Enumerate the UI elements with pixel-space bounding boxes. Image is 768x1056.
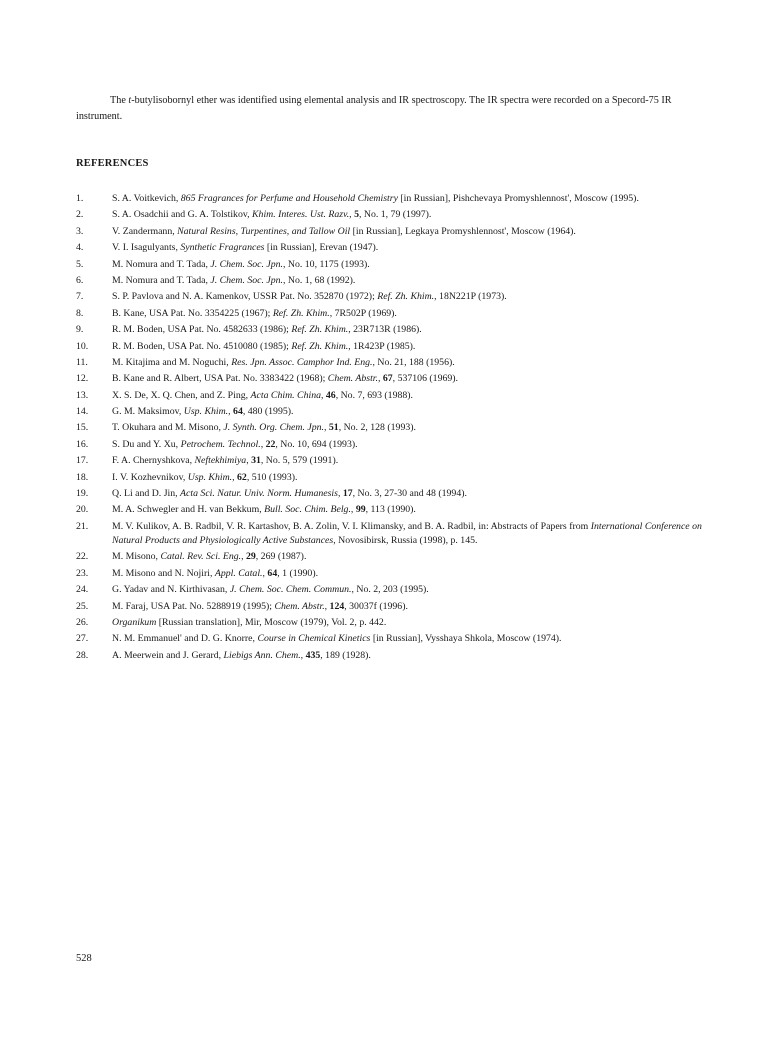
reference-item — [76, 356, 716, 370]
reference-item — [76, 600, 716, 614]
reference-volume-bold: 46 — [325, 389, 336, 401]
reference-text — [112, 550, 716, 564]
reference-volume-bold: 22 — [265, 438, 276, 450]
reference-item — [76, 438, 716, 452]
reference-text — [112, 487, 716, 501]
reference-text — [112, 520, 716, 548]
reference-segment: , — [241, 551, 246, 563]
reference-segment: , No. 2, 203 (1995). — [351, 584, 429, 596]
reference-text — [112, 567, 716, 581]
reference-segment: M. A. Schwegler and H. van Bekkum, — [112, 504, 265, 516]
reference-number: 23. — [76, 567, 89, 579]
intro-text-start: The — [110, 95, 129, 106]
reference-segment: N. M. Emmanuel' and D. G. Knorre, — [112, 633, 258, 645]
reference-segment: , — [228, 406, 234, 418]
reference-volume-bold: 62 — [237, 471, 247, 483]
reference-text — [112, 356, 716, 370]
reference-text — [112, 600, 716, 614]
reference-segment: , No. 1, 79 (1997). — [358, 209, 432, 221]
reference-number: 3. — [76, 225, 84, 237]
reference-segment: M. Kitajima and M. Noguchi, — [112, 356, 232, 368]
reference-segment: R. M. Boden, USA Pat. No. 4510080 (1985); — [112, 340, 292, 352]
reference-segment: B. Kane and R. Albert, USA Pat. No. 3383422 (1968); — [112, 373, 328, 385]
reference-item — [76, 323, 716, 337]
reference-segment: X. S. De, X. Q. Chen, and Z. Ping, — [112, 389, 251, 401]
reference-item — [76, 307, 716, 321]
reference-segment: , No. 7, 693 (1988). — [335, 389, 413, 401]
reference-item — [76, 567, 716, 581]
reference-item — [76, 550, 716, 564]
reference-text — [112, 421, 716, 435]
reference-volume-bold: 51 — [328, 422, 339, 434]
reference-italic-segment: Khim. Interes. Ust. Razv. — [252, 209, 350, 221]
reference-text — [112, 290, 716, 304]
reference-segment: , No. 2, 128 (1993). — [338, 422, 416, 434]
reference-segment: , 30037f (1996). — [344, 600, 408, 612]
reference-italic-segment: Petrochem. Technol. — [180, 438, 261, 450]
reference-number: 28. — [76, 649, 89, 661]
reference-italic-segment: Ref. Zh. Khim. — [272, 307, 330, 319]
reference-item — [76, 241, 716, 255]
reference-segment: [in Russian], Legkaya Promyshlennost', Moscow (1964). — [350, 225, 576, 237]
reference-text — [112, 503, 716, 517]
reference-item — [76, 520, 716, 548]
reference-number: 26. — [76, 616, 89, 628]
reference-segment: , No. 1, 68 (1992). — [283, 274, 356, 286]
reference-italic-segment: Course in Chemical Kinetics — [257, 633, 371, 645]
reference-italic-segment: Res. Jpn. Assoc. Camphor Ind. Eng. — [231, 356, 373, 368]
reference-segment: S. A. Osadchii and G. A. Tolstikov, — [112, 209, 253, 221]
reference-segment: , No. 10, 1175 (1993). — [283, 258, 370, 270]
reference-number: 5. — [76, 258, 84, 270]
reference-number: 22. — [76, 551, 89, 563]
reference-item — [76, 225, 716, 239]
reference-number: 8. — [76, 307, 84, 319]
reference-volume-bold: 17 — [342, 488, 353, 500]
reference-item — [76, 274, 716, 288]
reference-segment: G. M. Maksimov, — [112, 406, 184, 418]
reference-volume-bold: 124 — [329, 600, 345, 612]
reference-text — [112, 340, 716, 354]
reference-italic-segment: Ref. Zh. Khim. — [377, 291, 435, 303]
reference-italic-segment: Appl. Catal. — [214, 567, 263, 579]
reference-item — [76, 583, 716, 597]
reference-item — [76, 649, 716, 663]
reference-number: 14. — [76, 406, 89, 418]
reference-number: 13. — [76, 389, 89, 401]
reference-segment: M. Faraj, USA Pat. No. 5288919 (1995); — [112, 600, 275, 612]
reference-segment: [in Russian], Vysshaya Shkola, Moscow (1974). — [370, 633, 562, 645]
reference-segment: , No. 5, 579 (1991). — [260, 455, 339, 467]
reference-text — [112, 389, 716, 403]
reference-item — [76, 389, 716, 403]
reference-segment: , No. 21, 188 (1956). — [372, 356, 455, 368]
reference-item — [76, 487, 716, 501]
reference-italic-segment: International Conference on Natural Products and Physiologically Active Substances — [112, 520, 702, 547]
reference-item — [76, 421, 716, 435]
reference-volume-bold: 5 — [354, 209, 359, 221]
reference-segment: , No. 10, 694 (1993). — [275, 438, 358, 450]
reference-text — [112, 583, 716, 597]
reference-volume-bold: 435 — [305, 649, 321, 661]
reference-volume-bold: 67 — [382, 373, 393, 385]
reference-volume-bold: 64 — [233, 406, 243, 418]
reference-item — [76, 340, 716, 354]
reference-segment: M. Nomura and T. Tada, — [112, 258, 211, 270]
reference-number: 19. — [76, 488, 89, 500]
references-list — [76, 192, 716, 665]
reference-text — [112, 192, 716, 206]
reference-segment: , — [349, 209, 355, 221]
reference-text — [112, 274, 716, 288]
reference-number: 1. — [76, 193, 84, 204]
reference-text — [112, 616, 716, 630]
reference-segment: , — [323, 422, 329, 434]
reference-italic-segment: Chem. Abstr. — [327, 373, 378, 385]
reference-segment: , — [377, 373, 383, 385]
reference-italic-segment: Ref. Zh. Khim. — [291, 324, 349, 336]
reference-segment: , — [337, 488, 343, 500]
reference-segment: B. Kane, USA Pat. No. 3354225 (1967); — [112, 307, 273, 319]
reference-text — [112, 372, 716, 386]
reference-italic-segment: Acta Chim. China — [250, 389, 321, 401]
reference-text — [112, 307, 716, 321]
reference-item — [76, 616, 716, 630]
reference-volume-bold: 29 — [245, 551, 256, 563]
reference-text — [112, 454, 716, 468]
reference-number: 6. — [76, 274, 84, 286]
reference-italic-segment: Usp. Khim. — [187, 471, 233, 483]
reference-number: 27. — [76, 633, 89, 645]
reference-segment: , — [260, 438, 266, 450]
reference-number: 11. — [76, 356, 88, 368]
reference-segment: , 1R423P (1985). — [348, 340, 416, 352]
reference-item — [76, 503, 716, 517]
reference-text — [112, 208, 716, 222]
reference-segment: , — [321, 389, 326, 401]
reference-text — [112, 438, 716, 452]
reference-segment: , 23R713R (1986). — [348, 324, 422, 336]
reference-number: 15. — [76, 422, 89, 434]
reference-number: 17. — [76, 455, 89, 467]
reference-segment: , 480 (1995). — [242, 406, 294, 418]
reference-number: 24. — [76, 584, 89, 596]
reference-segment: M. Misono, — [112, 551, 161, 563]
reference-item — [76, 632, 716, 646]
reference-italic-segment: J. Synth. Org. Chem. Jpn. — [223, 422, 324, 434]
reference-segment: , Novosibirsk, Russia (1998), p. 145. — [333, 535, 478, 547]
reference-text — [112, 405, 716, 419]
reference-number: 7. — [76, 291, 84, 303]
reference-text — [112, 649, 716, 663]
reference-segment: G. Yadav and N. Kirthivasan, — [112, 584, 230, 596]
reference-number: 16. — [76, 438, 89, 450]
reference-segment: , — [232, 471, 238, 483]
reference-italic-segment: Organikum — [112, 616, 157, 628]
reference-number: 21. — [76, 520, 89, 532]
reference-segment: , — [262, 567, 268, 579]
page-number: 528 — [76, 953, 92, 964]
reference-segment: V. I. Isagulyants, — [112, 242, 181, 254]
reference-number: 10. — [76, 340, 89, 352]
reference-text — [112, 225, 716, 239]
reference-item — [76, 208, 716, 222]
intro-text-rest: -butylisobornyl ether was identified using elemental analysis and IR spectroscopy. The IR spectra were recorded on a Specord-75 IR instrument. — [76, 95, 672, 122]
reference-segment: S. A. Voitkevich, — [112, 193, 181, 204]
reference-segment: , 113 (1990). — [365, 504, 416, 516]
reference-number: 4. — [76, 242, 84, 254]
reference-item — [76, 192, 716, 206]
reference-italic-segment: Natural Resins, Turpentines, and Tallow Oil — [177, 225, 351, 237]
reference-segment: , 189 (1928). — [320, 649, 371, 661]
references-heading: REFERENCES — [76, 158, 149, 169]
reference-segment: T. Okuhara and M. Misono, — [112, 422, 224, 434]
reference-segment: [in Russian], Erevan (1947). — [264, 242, 379, 254]
reference-item — [76, 405, 716, 419]
reference-volume-bold: 99 — [355, 504, 366, 516]
reference-segment: M. Nomura and T. Tada, — [112, 274, 211, 286]
reference-italic-segment: Catal. Rev. Sci. Eng. — [160, 551, 242, 563]
reference-italic-segment: J. Chem. Soc. Chem. Commun. — [229, 584, 352, 596]
reference-segment: , 7R502P (1969). — [329, 307, 397, 319]
reference-italic-segment: 865 Fragrances for Perfume and Household Chemistry — [180, 193, 398, 204]
reference-number: 9. — [76, 324, 84, 336]
reference-segment: M. Misono and N. Nojiri, — [112, 567, 215, 579]
reference-number: 12. — [76, 373, 89, 385]
reference-segment: I. V. Kozhevnikov, — [112, 471, 188, 483]
reference-text — [112, 258, 716, 272]
reference-segment: M. V. Kulikov, A. B. Radbil, V. R. Kartashov, B. A. Zolin, V. I. Klimansky, and B. A. Radbil, in: Abstracts of Papers from — [112, 520, 591, 532]
reference-item — [76, 258, 716, 272]
reference-segment: , 1 (1990). — [277, 567, 319, 579]
reference-number: 2. — [76, 209, 84, 221]
reference-number: 18. — [76, 471, 89, 483]
reference-segment: , — [324, 600, 330, 612]
reference-text — [112, 323, 716, 337]
reference-segment: , 537106 (1969). — [392, 373, 458, 385]
reference-text — [112, 471, 716, 485]
reference-italic-segment: Ref. Zh. Khim. — [291, 340, 349, 352]
reference-segment: S. Du and Y. Xu, — [112, 438, 181, 450]
reference-segment: V. Zandermann, — [112, 225, 178, 237]
reference-text — [112, 241, 716, 255]
reference-segment: [Russian translation], Mir, Moscow (1979), Vol. 2, p. 442. — [156, 616, 387, 628]
reference-segment: R. M. Boden, USA Pat. No. 4582633 (1986); — [112, 324, 292, 336]
intro-italic-t: t — [128, 95, 132, 106]
reference-segment: F. A. Chernyshkova, — [112, 455, 195, 467]
reference-number: 20. — [76, 504, 89, 516]
reference-italic-segment: Synthetic Fragrances — [180, 242, 265, 254]
reference-italic-segment: J. Chem. Soc. Jpn. — [210, 274, 283, 286]
reference-segment: , — [300, 649, 306, 661]
reference-segment: , No. 3, 27-30 and 48 (1994). — [352, 488, 467, 500]
reference-italic-segment: Bull. Soc. Chim. Belg. — [264, 504, 351, 516]
reference-number: 25. — [76, 600, 89, 612]
reference-italic-segment: Liebigs Ann. Chem. — [223, 649, 301, 661]
reference-segment: , 510 (1993). — [246, 471, 298, 483]
reference-segment: S. P. Pavlova and N. A. Kamenkov, USSR Pat. No. 352870 (1972); — [112, 291, 378, 303]
reference-italic-segment: Usp. Khim. — [183, 406, 229, 418]
reference-volume-bold: 64 — [267, 567, 278, 579]
reference-segment: , — [246, 455, 252, 467]
reference-segment: A. Meerwein and J. Gerard, — [112, 649, 224, 661]
reference-volume-bold: 31 — [251, 455, 261, 467]
reference-segment: , — [350, 504, 356, 516]
reference-italic-segment: Acta Sci. Natur. Univ. Norm. Humanesis — [180, 488, 338, 500]
reference-italic-segment: J. Chem. Soc. Jpn. — [210, 258, 283, 270]
reference-segment: , 269 (1987). — [255, 551, 307, 563]
reference-italic-segment: Neftekhimiya — [194, 455, 247, 467]
reference-segment: [in Russian], Pishchevaya Promyshlennost', Moscow (1995). — [397, 193, 639, 204]
reference-text — [112, 632, 716, 646]
reference-item — [76, 471, 716, 485]
intro-paragraph — [76, 93, 706, 125]
reference-item — [76, 454, 716, 468]
reference-item — [76, 290, 716, 304]
reference-segment: , 18N221P (1973). — [434, 291, 507, 303]
reference-italic-segment: Chem. Abstr. — [274, 600, 325, 612]
reference-segment: Q. Li and D. Jin, — [112, 488, 181, 500]
reference-item — [76, 372, 716, 386]
